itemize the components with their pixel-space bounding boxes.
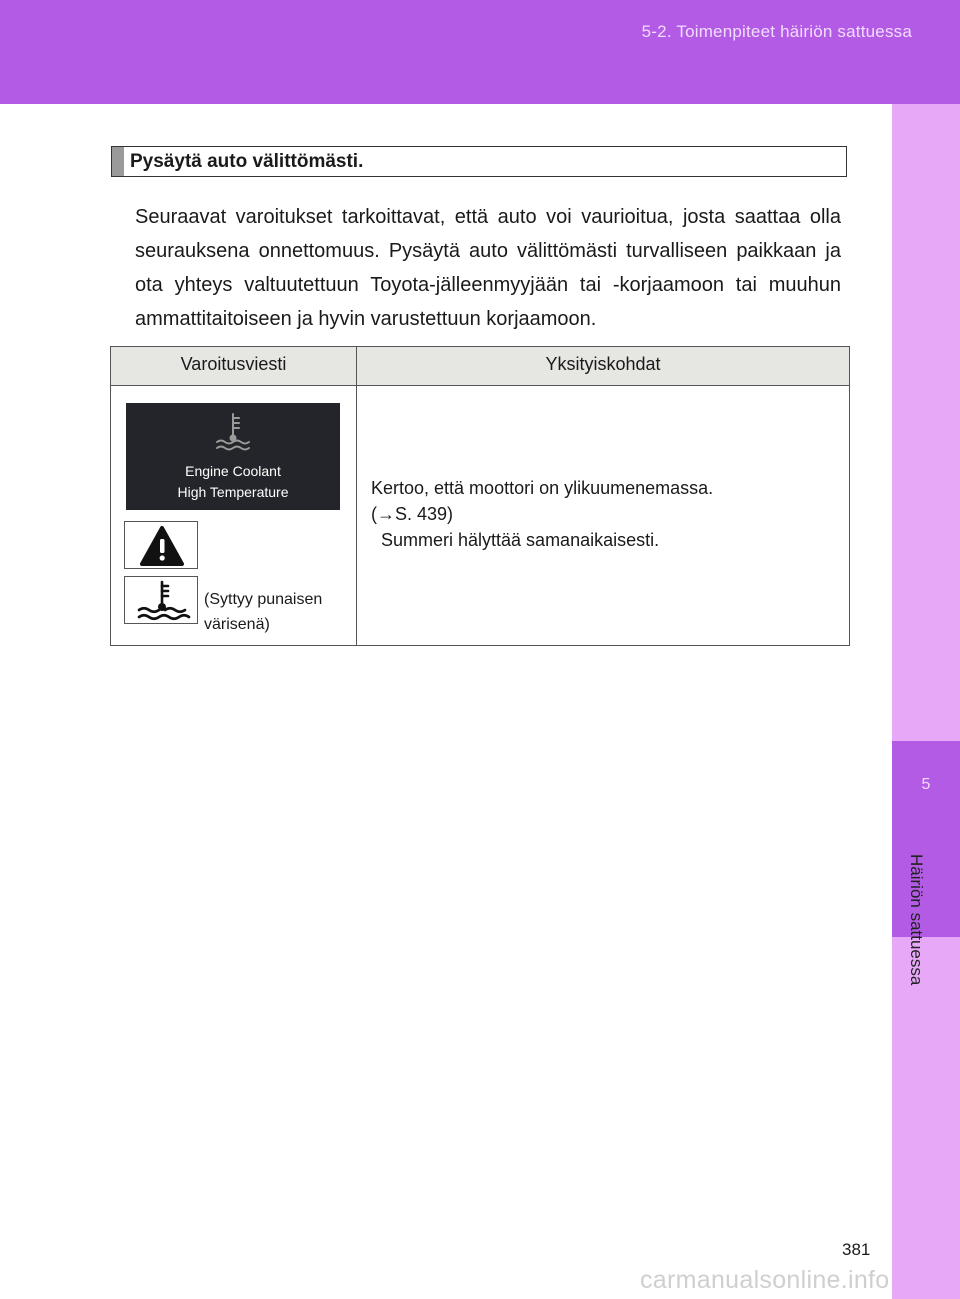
light-color-note (204, 587, 344, 637)
details-line-3: Summeri hälyttää samanaikaisesti. (381, 530, 660, 550)
heading-marker (112, 147, 124, 176)
display-line-2: High Temperature (177, 484, 289, 500)
column-header-details: Yksityiskohdat (545, 354, 661, 374)
chapter-side-tab (892, 104, 960, 1299)
column-divider (356, 347, 357, 645)
multi-info-display (126, 403, 340, 510)
coolant-temperature-icon (125, 577, 199, 625)
section-heading (111, 146, 847, 177)
header-band (0, 0, 960, 104)
master-warning-light (124, 521, 198, 569)
light-note-line-2: värisenä) (204, 616, 270, 633)
warning-table (110, 346, 850, 646)
chapter-label: Häiriön sattuessa (907, 854, 926, 986)
intro-paragraph: Seuraavat varoitukset tarkoittavat, että auto voi vaurioitua, josta saattaa olla seurauksena onnettomuus. Pysäytä auto välittömästi turvalliseen paikkaan ja ota yhteys valtuutettuun Toyota-jälleenmyyjään tai -korjaamoon tai muuhun ammattitaitoiseen ja hyvin varustettuun korjaamoon. (135, 206, 841, 330)
details-cell (371, 475, 831, 553)
chapter-highlight (892, 741, 960, 937)
details-line-1: Kertoo, että moottori on ylikuumenemassa. (371, 478, 714, 498)
light-note-line-1: (Syttyy punaisen (204, 591, 323, 608)
section-title: 5-2. Toimenpiteet häiriön sattuessa (641, 22, 912, 41)
heading-text: Pysäytä auto välittömästi. (130, 151, 364, 172)
coolant-warning-light (124, 576, 198, 624)
chapter-number: 5 (921, 776, 931, 793)
coolant-temperature-icon (214, 411, 252, 455)
column-header-message: Varoitusviesti (180, 354, 287, 374)
page-number: 381 (842, 1240, 871, 1259)
page-reference: (→S. 439) (371, 504, 454, 524)
display-line-1: Engine Coolant (185, 463, 281, 479)
warning-triangle-icon (125, 522, 199, 570)
watermark: carmanualsonline.info (640, 1266, 890, 1294)
